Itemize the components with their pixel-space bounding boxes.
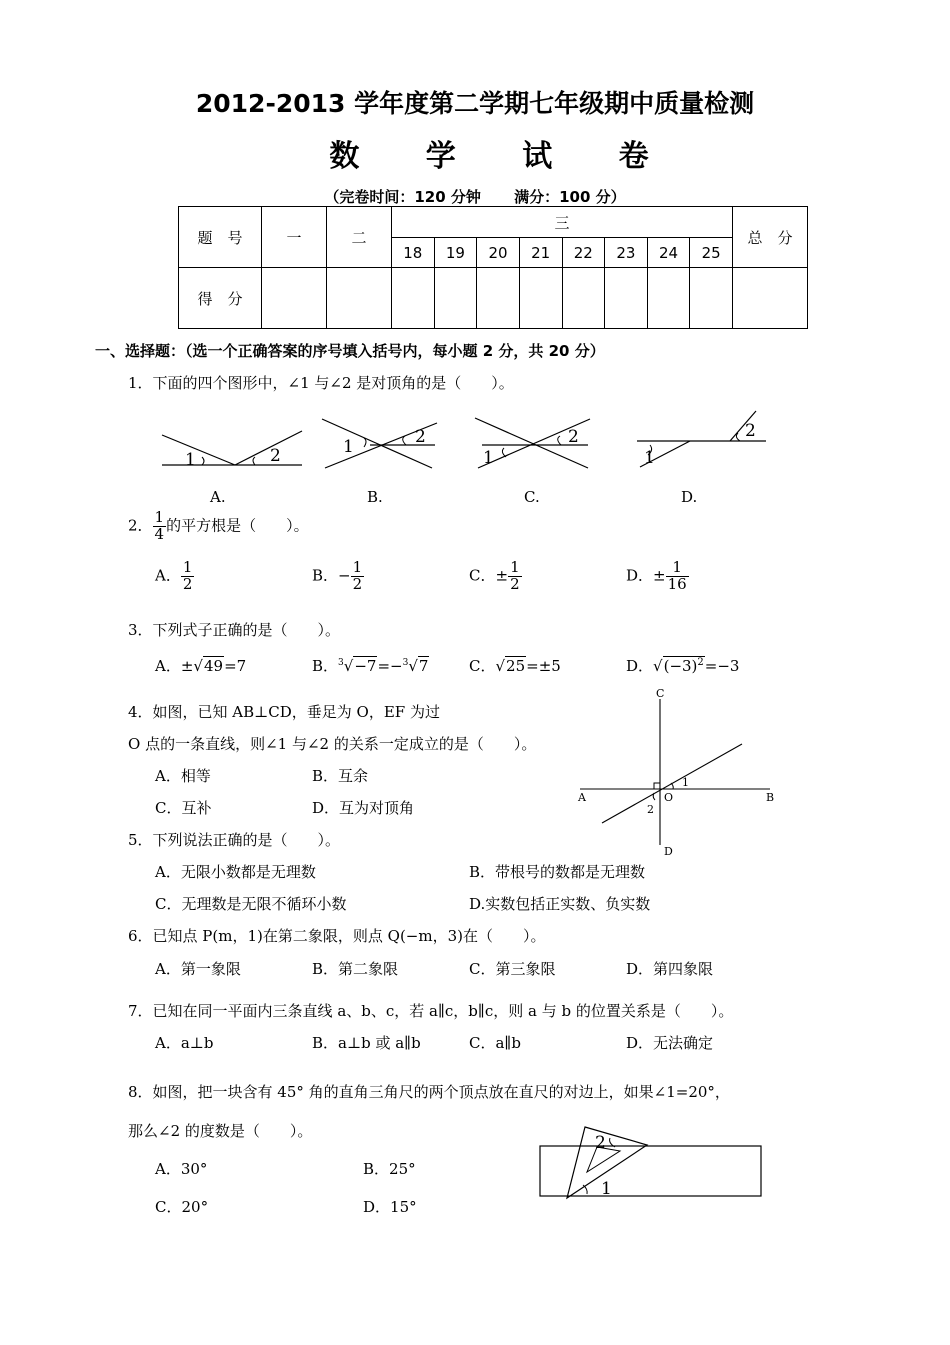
q1-d-angle-2: 2	[745, 421, 756, 441]
row-label-question: 题 号	[179, 207, 262, 268]
score-cell[interactable]	[392, 268, 435, 329]
q4-option-a[interactable]: A．相等	[155, 767, 211, 785]
col-q23: 23	[605, 238, 648, 268]
q1-option-a[interactable]: A.	[210, 488, 226, 506]
row-label-score: 得 分	[179, 268, 262, 329]
q2-fraction: $\frac{1}{4}$	[154, 508, 165, 543]
q4-stem-line1: 4．如图，已知 AB⊥CD，垂足为 O，EF 为过	[128, 703, 440, 721]
q1-a-angle-2: 2	[270, 446, 281, 466]
q2-option-a[interactable]: A． $\frac{1}{2}$	[155, 558, 193, 593]
q1-d-angle-1: 1	[644, 448, 655, 468]
q2-option-b[interactable]: B．− $\frac{1}{2}$	[312, 558, 363, 593]
q8-option-d[interactable]: D．15°	[363, 1198, 417, 1216]
q8-stem-line2: 那么∠2 的度数是（ ）。	[128, 1122, 313, 1140]
q6-stem: 6．已知点 P(m，1)在第二象限，则点 Q(−m，3)在（ ）。	[128, 927, 546, 945]
q1-option-b[interactable]: B.	[367, 488, 383, 506]
q1-c-angle-1: 1	[483, 448, 494, 468]
q5-option-a[interactable]: A．无限小数都是无理数	[155, 863, 316, 881]
q3-stem: 3．下列式子正确的是（ ）。	[128, 621, 341, 639]
q6-option-b[interactable]: B．第二象限	[312, 960, 399, 978]
q1-option-c[interactable]: C.	[524, 488, 540, 506]
col-q18: 18	[392, 238, 435, 268]
score-cell[interactable]	[605, 268, 648, 329]
q4-option-b[interactable]: B．互余	[312, 767, 369, 785]
q7-option-a[interactable]: A．a⊥b	[155, 1034, 214, 1052]
q4-option-c[interactable]: C．互补	[155, 799, 212, 817]
q8-angle-2: 2	[595, 1133, 606, 1153]
score-cell[interactable]	[434, 268, 477, 329]
q1-c-angle-2: 2	[568, 427, 579, 447]
score-cell[interactable]	[647, 268, 690, 329]
q3-option-a[interactable]: A．±√49=7	[155, 657, 247, 675]
q1-stem: 1．下面的四个图形中，∠1 与∠2 是对顶角的是（ ）。	[128, 374, 514, 392]
col-section-2: 二	[327, 207, 392, 268]
q3-option-d[interactable]: D．$√(-3)^2=-3$	[626, 657, 740, 675]
q1-a-angle-1: 1	[185, 450, 196, 470]
col-q19: 19	[434, 238, 477, 268]
score-cell[interactable]	[733, 268, 808, 329]
q2-number: 2．	[128, 516, 153, 535]
q1-b-angle-1: 1	[343, 437, 354, 457]
subject-title: 数 学 试 卷	[329, 139, 677, 174]
q5-option-c[interactable]: C．无理数是无限不循环小数	[155, 895, 347, 913]
q6-option-d[interactable]: D．第四象限	[626, 960, 714, 978]
q4-label-d: D	[664, 845, 673, 858]
q8-stem-line1: 8．如图，把一块含有 45° 角的直角三角尺的两个顶点放在直尺的对边上，如果∠1=20°，	[128, 1083, 730, 1101]
col-q22: 22	[562, 238, 605, 268]
exam-time: （完卷时间：120 分钟	[324, 188, 481, 206]
q7-option-d[interactable]: D．无法确定	[626, 1034, 714, 1052]
q4-option-d[interactable]: D．互为对顶角	[312, 799, 415, 817]
q8-option-c[interactable]: C．20°	[155, 1198, 209, 1216]
q4-label-b: B	[766, 791, 775, 804]
q4-label-c: C	[656, 687, 665, 700]
q4-label-a: A	[578, 791, 586, 804]
q2-stem	[128, 510, 309, 543]
q1-option-d[interactable]: D.	[681, 488, 698, 506]
q4-label-1: 1	[682, 776, 689, 789]
q2-stem-text: 的平方根是（ ）。	[166, 516, 309, 535]
exam-score: 满分：100 分）	[514, 188, 626, 206]
q8-option-b[interactable]: B．25°	[363, 1160, 416, 1178]
q3-option-c[interactable]: C．√25=±5	[469, 657, 561, 675]
q3-option-b[interactable]: B．$^3$√−7=−$^3$√7	[312, 657, 429, 675]
q8-figure	[535, 1120, 770, 1205]
q4-label-2: 2	[647, 803, 654, 816]
score-cell[interactable]	[262, 268, 327, 329]
q6-option-c[interactable]: C．第三象限	[469, 960, 556, 978]
q4-stem-line2: O 点的一条直线，则∠1 与∠2 的关系一定成立的是（ ）。	[128, 735, 537, 753]
exam-info	[0, 186, 950, 207]
q6-option-a[interactable]: A．第一象限	[155, 960, 241, 978]
col-section-3: 三	[392, 207, 733, 238]
q8-angle-1: 1	[601, 1179, 612, 1199]
q7-option-c[interactable]: C．a∥b	[469, 1034, 521, 1052]
score-cell[interactable]	[519, 268, 562, 329]
col-section-1: 一	[262, 207, 327, 268]
score-table	[178, 206, 808, 329]
score-cell[interactable]	[327, 268, 392, 329]
q7-option-b[interactable]: B．a⊥b 或 a∥b	[312, 1034, 421, 1052]
col-q20: 20	[477, 238, 520, 268]
col-q25: 25	[690, 238, 733, 268]
col-q24: 24	[647, 238, 690, 268]
score-cell[interactable]	[477, 268, 520, 329]
q2-option-d[interactable]: D．± $\frac{1}{16}$	[626, 558, 687, 593]
q7-stem: 7．已知在同一平面内三条直线 a、b、c，若 a∥c，b∥c，则 a 与 b 的位置关系是（ ）。	[128, 1002, 734, 1020]
col-q21: 21	[519, 238, 562, 268]
q4-figure	[570, 685, 785, 860]
q8-option-a[interactable]: A．30°	[155, 1160, 208, 1178]
q2-option-c[interactable]: C．± $\frac{1}{2}$	[469, 558, 520, 593]
section-1-heading: 一、选择题：（选一个正确答案的序号填入括号内，每小题 2 分，共 20 分）	[95, 342, 605, 360]
q1-figures	[150, 405, 790, 480]
score-cell[interactable]	[690, 268, 733, 329]
exam-title: 2012-2013 学年度第二学期七年级期中质量检测	[195, 89, 755, 118]
col-total: 总 分	[733, 207, 808, 268]
q5-option-b[interactable]: B．带根号的数都是无理数	[469, 863, 646, 881]
q5-option-d[interactable]: D.实数包括正实数、负实数	[469, 895, 651, 913]
score-cell[interactable]	[562, 268, 605, 329]
q5-stem: 5．下列说法正确的是（ ）。	[128, 831, 341, 849]
q1-b-angle-2: 2	[415, 427, 426, 447]
q4-label-o: O	[664, 791, 674, 804]
